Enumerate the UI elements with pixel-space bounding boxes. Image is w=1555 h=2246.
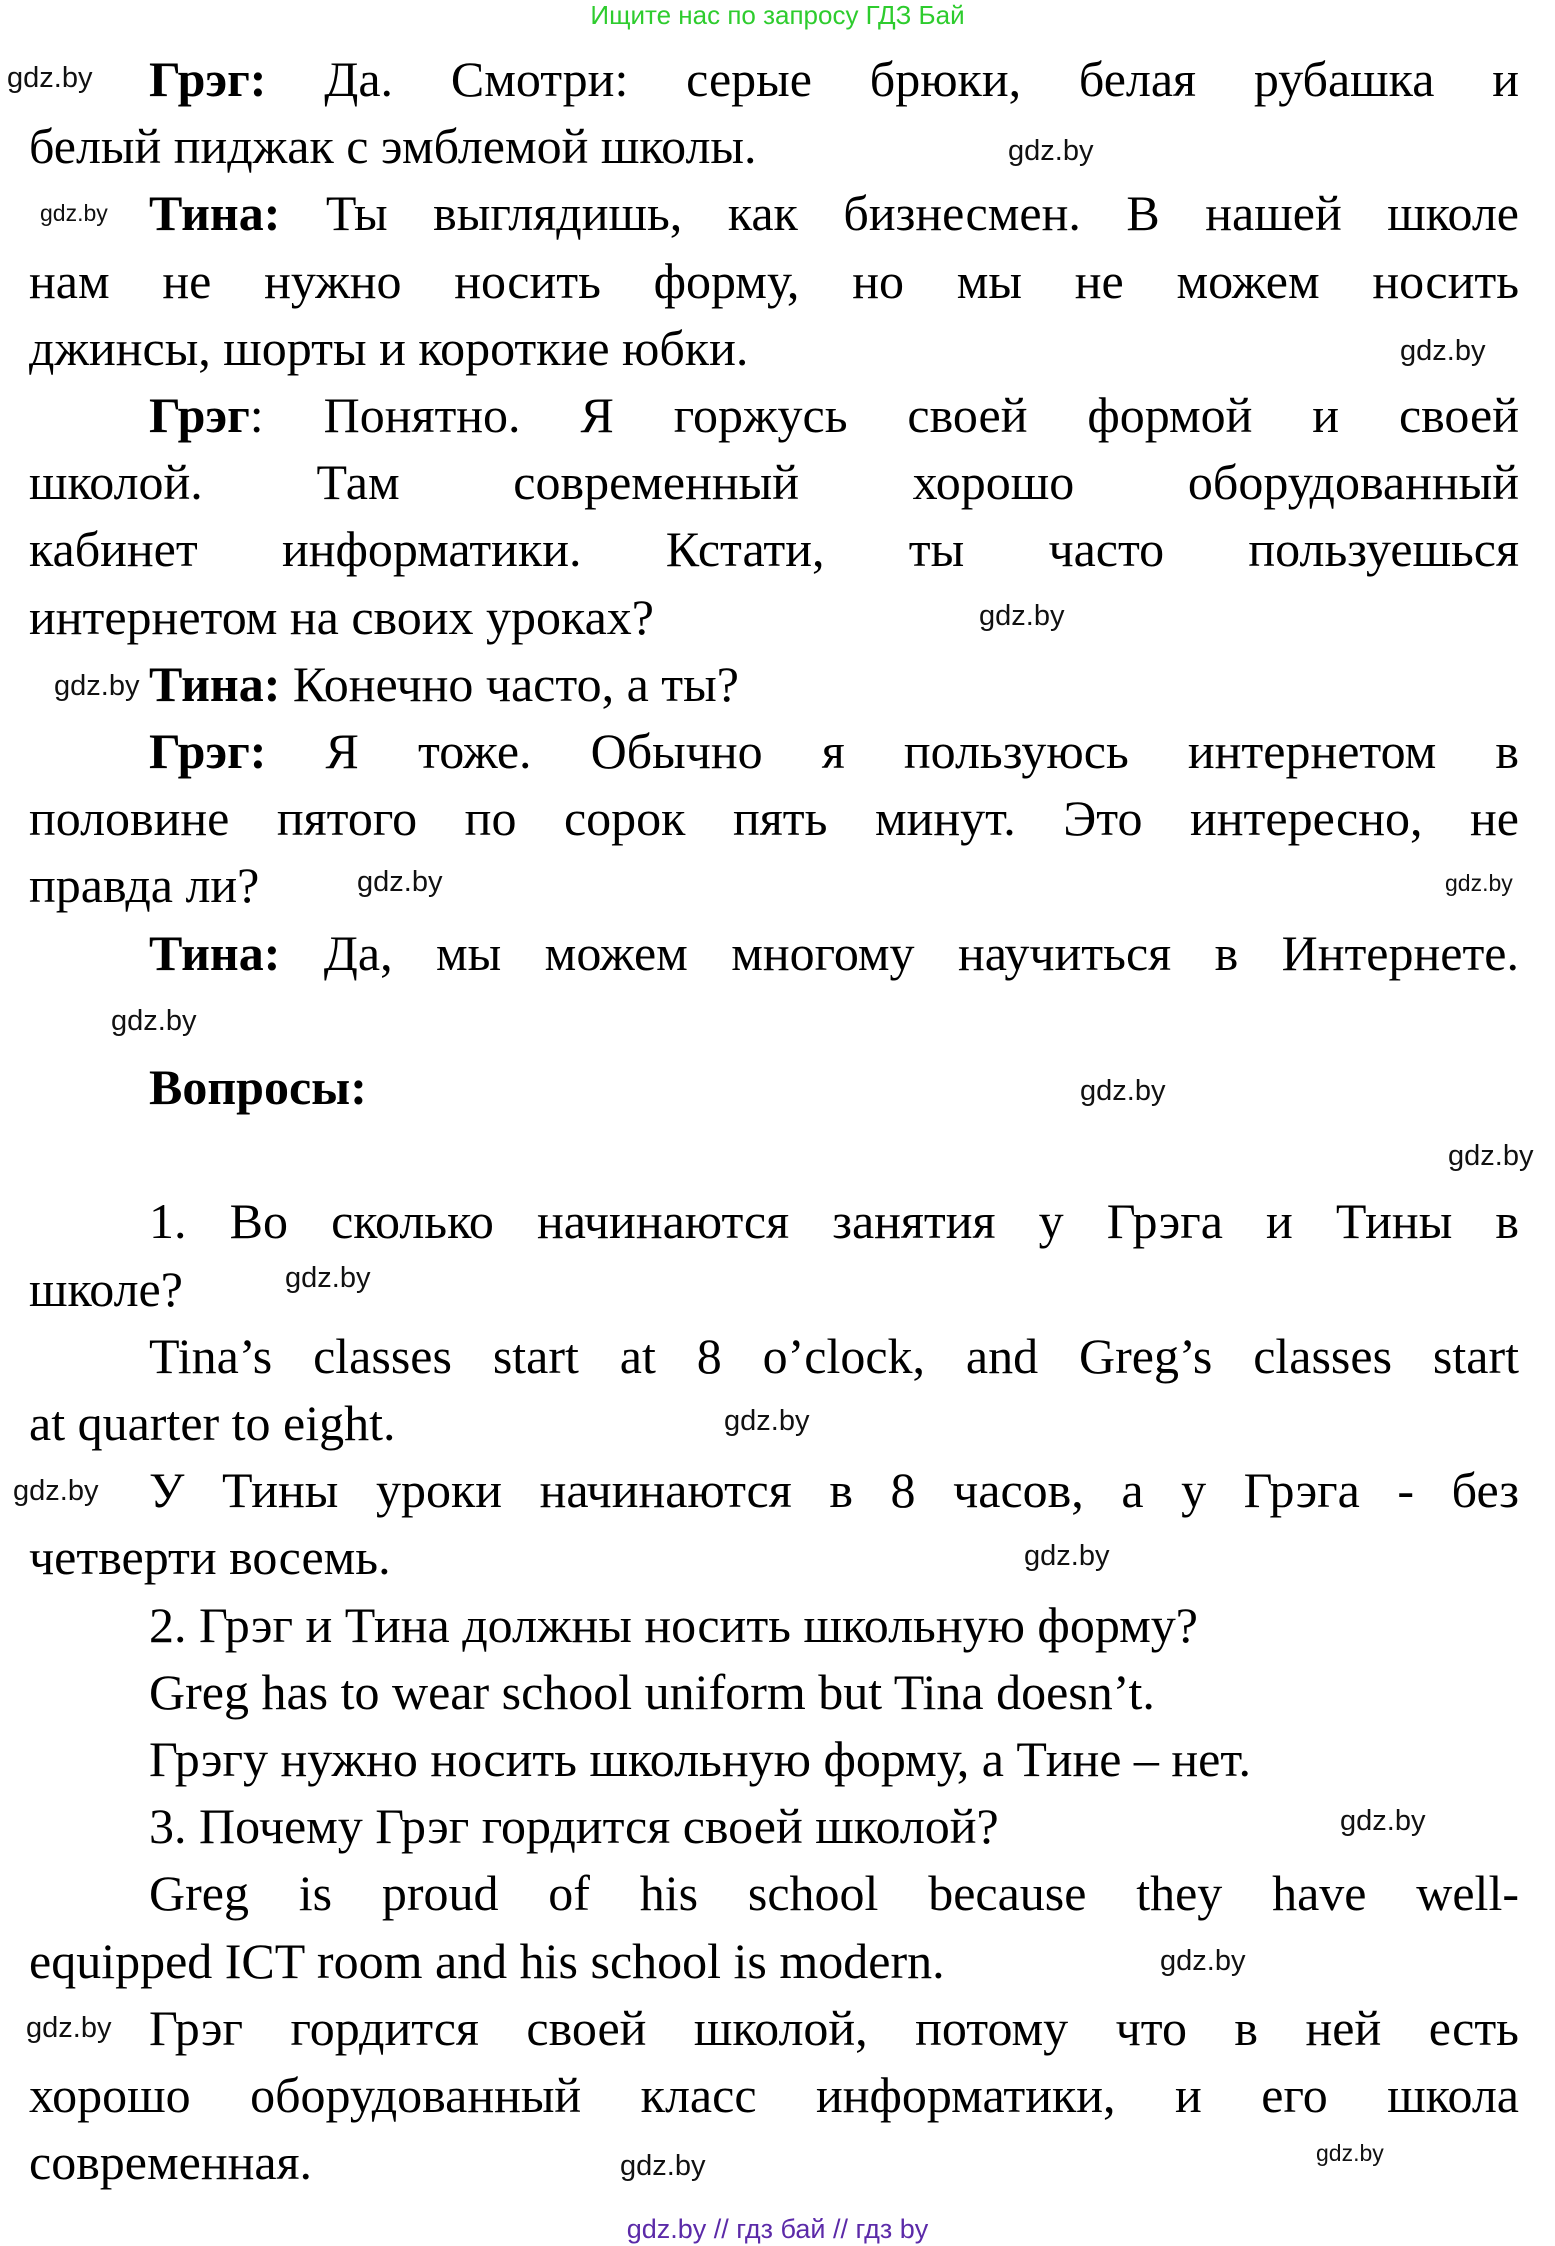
line-text: at quarter to eight. — [29, 1395, 396, 1451]
text-line — [149, 920, 1519, 987]
text-line — [29, 1928, 945, 1995]
watermark-text: gdz.by — [1400, 335, 1486, 367]
watermark-text: gdz.by — [54, 670, 140, 702]
text-line — [29, 2129, 312, 2196]
text-line — [29, 785, 1519, 852]
line-text: Greg is proud of his school because they have well- — [149, 1865, 1519, 1922]
watermark-text: gdz.by — [1024, 1540, 1110, 1572]
speaker-label: Грэг: — [149, 51, 267, 107]
watermark-text: gdz.by — [13, 1475, 99, 1507]
text-line — [149, 1323, 1519, 1390]
text-line — [149, 1793, 999, 1860]
line-text: Да. Смотри: серые брюки, белая рубашка и — [266, 51, 1519, 107]
line-text: кабинет информатики. Кстати, ты часто пользуешься — [29, 521, 1519, 578]
watermark-text: gdz.by — [1340, 1805, 1426, 1837]
line-text: Конечно часто, а ты? — [280, 655, 739, 712]
text-line — [149, 1188, 1519, 1255]
line-text: школе? — [29, 1260, 183, 1317]
speaker-label: Тина: — [149, 185, 281, 242]
text-line — [149, 651, 739, 718]
line-text: джинсы, шорты и короткие юбки. — [29, 319, 749, 376]
line-text: Грэгу нужно носить школьную форму, а Тине – нет. — [149, 1731, 1251, 1787]
watermark-text: gdz.by — [1316, 2140, 1384, 2166]
text-line — [29, 852, 259, 919]
line-text: Я тоже. Обычно я пользуюсь интернетом в — [266, 723, 1519, 779]
line-text: Ты выглядишь, как бизнесмен. В нашей школе — [280, 185, 1519, 242]
section-heading — [149, 1054, 367, 1121]
line-text: equipped ICT room and his school is modern. — [29, 1932, 945, 1989]
line-text: 2. Грэг и Тина должны носить школьную форму? — [149, 1596, 1198, 1653]
line-text: правда ли? — [29, 857, 260, 914]
text-line — [29, 1390, 396, 1457]
footer-links: gdz.by // гдз бай // гдз by — [626, 2214, 929, 2244]
speaker-label: Тина: — [149, 924, 281, 981]
text-line — [29, 2062, 1519, 2129]
text-line — [149, 1995, 1519, 2062]
speaker-label: Вопросы: — [149, 1059, 367, 1115]
line-text: нам не нужно носить форму, но мы не можем носить — [29, 252, 1519, 309]
watermark-text: gdz.by — [979, 600, 1065, 632]
watermark-text: gdz.by — [26, 2012, 112, 2044]
watermark-text: gdz.by — [1448, 1140, 1534, 1172]
text-line — [149, 382, 1519, 449]
line-text: хорошо оборудованный класс информатики, и его школа — [29, 2067, 1519, 2123]
watermark-text: gdz.by — [1445, 870, 1513, 896]
watermark-text: gdz.by — [1160, 1945, 1246, 1977]
text-line — [149, 1860, 1519, 1927]
line-text: Грэг гордится своей школой, потому что в ней есть — [149, 1999, 1519, 2056]
text-line — [149, 1592, 1198, 1659]
line-text: школой. Там современный хорошо оборудованный — [29, 454, 1519, 511]
watermark-text: gdz.by — [620, 2150, 706, 2182]
watermark-text: gdz.by — [285, 1262, 371, 1294]
text-line — [29, 516, 1519, 583]
line-text: интернетом на своих уроках? — [29, 588, 654, 645]
watermark-text: gdz.by — [1080, 1075, 1166, 1107]
line-text: 1. Во сколько начинаются занятия у Грэга и Тины в — [149, 1193, 1519, 1250]
watermark-text: gdz.by — [7, 62, 93, 94]
search-banner: Ищите нас по запросу ГДЗ Бай — [590, 0, 965, 30]
line-text: У Тины уроки начинаются в 8 часов, а у Грэга - без — [149, 1462, 1519, 1519]
line-text: современная. — [29, 2134, 313, 2191]
text-line — [29, 113, 757, 180]
line-text: четверти восемь. — [29, 1529, 391, 1586]
watermark-text: gdz.by — [40, 200, 108, 226]
watermark-text: gdz.by — [111, 1005, 197, 1037]
text-line — [29, 584, 654, 651]
text-line — [149, 180, 1519, 247]
text-line — [29, 1256, 183, 1323]
text-line — [29, 315, 748, 382]
speaker-label: Грэг: — [149, 723, 267, 779]
line-text: половине пятого по сорок пять минут. Это интересно, не — [29, 790, 1519, 847]
speaker-label: Тина: — [149, 655, 281, 712]
watermark-text: gdz.by — [724, 1405, 810, 1437]
text-line — [149, 46, 1519, 113]
speaker-label: Грэг — [149, 387, 250, 443]
text-line — [29, 1524, 391, 1591]
text-line — [149, 1726, 1251, 1793]
text-line — [149, 1659, 1155, 1726]
line-text: Tina’s classes start at 8 o’clock, and Greg’s classes start — [149, 1327, 1519, 1384]
watermark-text: gdz.by — [357, 866, 443, 898]
text-line — [29, 449, 1519, 516]
watermark-text: gdz.by — [1008, 135, 1094, 167]
line-text: белый пиджак с эмблемой школы. — [29, 118, 757, 175]
text-line — [149, 1457, 1519, 1524]
line-text: : Понятно. Я горжусь своей формой и своей — [249, 387, 1519, 443]
line-text: Да, мы можем многому научиться в Интернете. — [280, 924, 1519, 981]
text-line — [29, 248, 1519, 315]
line-text: Greg has to wear school uniform but Tina doesn’t. — [149, 1663, 1155, 1720]
line-text: 3. Почему Грэг гордится своей школой? — [149, 1798, 999, 1855]
text-line — [149, 718, 1519, 785]
